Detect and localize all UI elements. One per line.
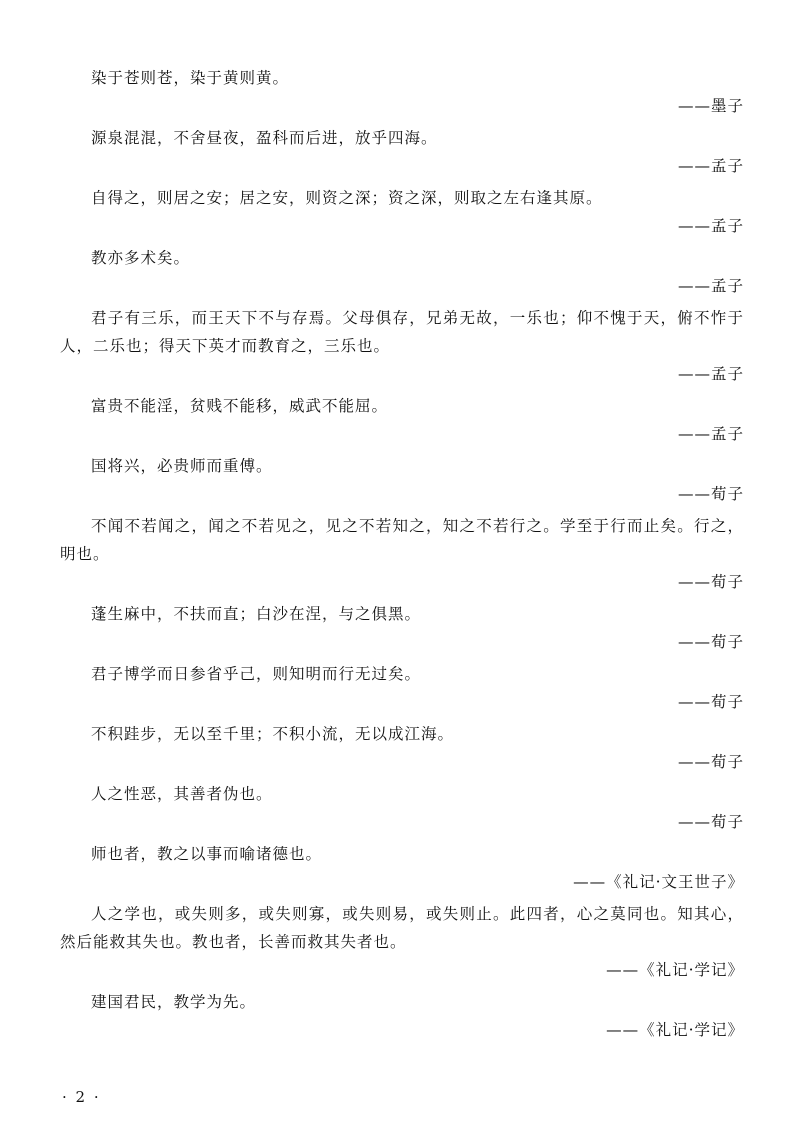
quote-text: 教亦多术矣。: [91, 249, 191, 267]
quote-text: 染于苍则苍，染于黄则黄。: [91, 69, 290, 87]
quote-entry: [60, 184, 744, 240]
quote-source: ——墨子: [677, 97, 744, 115]
quote-text: 君子博学而日参省乎己，则知明而行无过矣。: [91, 665, 422, 683]
quote-entry: [60, 900, 744, 984]
quote-source: ——孟子: [677, 157, 744, 175]
quote-text: 人之学也，或失则多，或失则寡，或失则易，或失则止。此四者，心之莫同也。知其心，然后能救其失也。教也者，长善而救其失者也。: [60, 905, 744, 951]
quote-source: ——孟子: [677, 277, 744, 295]
quote-text: 富贵不能淫，贫贱不能移，威武不能屈。: [91, 397, 389, 415]
quote-source: ——荀子: [677, 573, 744, 591]
quote-source: ——孟子: [677, 425, 744, 443]
quote-entry: [60, 392, 744, 448]
quote-source: ——《礼记·学记》: [606, 1021, 744, 1039]
quote-text: 不积跬步，无以至千里；不积小流，无以成江海。: [91, 725, 455, 743]
quote-source: ——荀子: [677, 813, 744, 831]
quote-source: ——荀子: [677, 633, 744, 651]
quote-source: ——荀子: [677, 753, 744, 771]
quote-text: 蓬生麻中，不扶而直；白沙在涅，与之俱黑。: [91, 605, 422, 623]
quote-entry: [60, 660, 744, 716]
quote-entry: [60, 64, 744, 120]
quote-source: ——《礼记·学记》: [606, 961, 744, 979]
quote-entry: [60, 124, 744, 180]
quote-text: 师也者，教之以事而喻诸德也。: [91, 845, 323, 863]
quote-source: ——荀子: [677, 485, 744, 503]
quote-source: ——《礼记·文王世子》: [573, 873, 744, 891]
quote-entry: [60, 840, 744, 896]
quote-entry: [60, 452, 744, 508]
quote-text: 自得之，则居之安；居之安，则资之深；资之深，则取之左右逢其原。: [91, 189, 603, 207]
quote-text: 国将兴，必贵师而重傅。: [91, 457, 273, 475]
quote-text: 建国君民，教学为先。: [91, 993, 257, 1011]
quote-text: 人之性恶，其善者伪也。: [91, 785, 273, 803]
quote-source: ——孟子: [677, 365, 744, 383]
quote-entry: [60, 512, 744, 596]
quote-text: 君子有三乐，而王天下不与存焉。父母俱存，兄弟无故，一乐也；仰不愧于天，俯不怍于人，二乐也；得天下英才而教育之，三乐也。: [60, 309, 744, 355]
page-content: [60, 64, 744, 1048]
quote-entry: [60, 600, 744, 656]
quote-entry: [60, 988, 744, 1044]
quote-entry: [60, 244, 744, 300]
page-number: · 2 ·: [62, 1088, 101, 1106]
quote-entry: [60, 780, 744, 836]
quote-text: 源泉混混，不舍昼夜，盈科而后进，放乎四海。: [91, 129, 438, 147]
quote-source: ——荀子: [677, 693, 744, 711]
quote-entry: [60, 304, 744, 388]
quote-text: 不闻不若闻之，闻之不若见之，见之不若知之，知之不若行之。学至于行而止矣。行之，明也。: [60, 517, 744, 563]
quote-source: ——孟子: [677, 217, 744, 235]
quote-entry: [60, 720, 744, 776]
